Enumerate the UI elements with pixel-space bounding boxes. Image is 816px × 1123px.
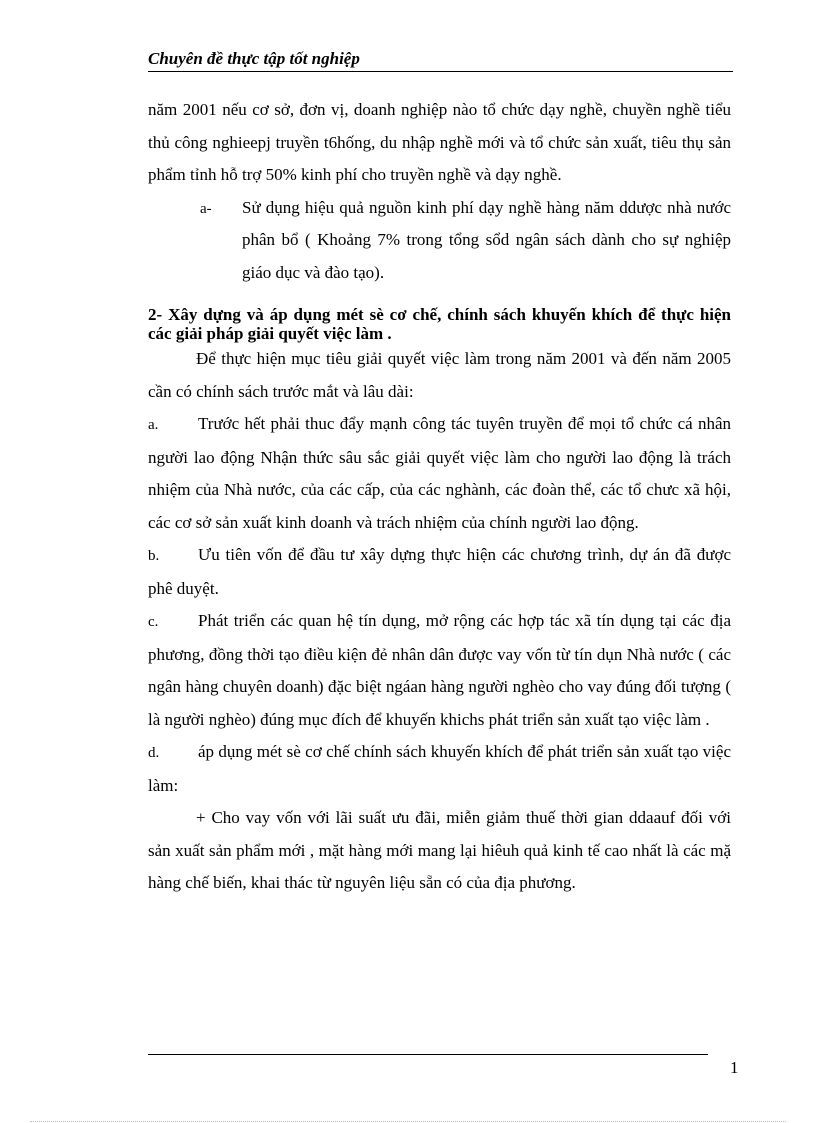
header-divider: [148, 71, 733, 72]
list-item-a-funding: [148, 192, 731, 290]
paragraph-intro: Để thực hiện mục tiêu giải quyết việc làm trong năm 2001 và đến năm 2005 cần có chính sách trước mắt và lâu dài:: [148, 349, 731, 401]
list-item-text: Phát triển các quan hệ tín dụng, mở rộng các hợp tác xã tín dụng tại các địa phương, đồng thời tạo điều kiện đẻ nhân dân được vay vốn từ tín dụn Nhà nước ( các ngân hàng chuyên doanh) đặc biệt ngáan hàng người nghèo cho vay đúng đối tượng ( là người nghèo) đúng mục đích để khuyến khichs phát triển sản xuất tạo việc làm .: [148, 611, 731, 729]
list-item: [148, 539, 731, 605]
page-bottom-dotted-border: [30, 1121, 786, 1122]
list-item-text: Ưu tiên vốn để đầu tư xây dựng thực hiện các chương trình, dự án đã được phê duyệt.: [148, 545, 731, 598]
page-number: 1: [730, 1058, 739, 1077]
list-marker: b.: [148, 548, 160, 564]
list-item-text: Trước hết phải thuc đẩy mạnh công tác tuyên truyền để mọi tổ chức cá nhân người lao động Nhận thức sâu sắc giải quyết việc làm cho người lao động là trách nhiệm của Nhà nước, của các cấp, của các nghành, các đoàn thể, các tổ chưc xã hội, các cơ sở sản xuất kinh doanh và trách nhiệm của chính người lao động.: [148, 414, 731, 532]
list-item-text: Sử dụng hiệu quả nguồn kinh phí dạy nghề hàng năm ddược nhà nước phân bổ ( Khoảng 7% trong tổng sổd ngân sách dành cho sự nghiệp giáo dục và đào tạo).: [242, 197, 731, 282]
paragraph-loan-policy: + Cho vay vốn với lãi suất ưu đãi, miễn giảm thuế thời gian ddaauf đối với sản xuất sản phẩm mới , mặt hàng mới mang lại hiêuh quả kinh tế cao nhất là các mặ hàng chế biến, khai thác từ nguyên liệu sẵn có của địa phương.: [148, 808, 731, 892]
list-item: [148, 408, 731, 539]
list-marker: d.: [148, 745, 160, 761]
list-marker: c.: [148, 614, 159, 630]
list-item: [148, 605, 731, 736]
list-item: [148, 736, 731, 802]
paragraph-continuation: năm 2001 nếu cơ sở, đơn vị, doanh nghiệp nào tổ chức dạy nghề, chuyền nghề tiểu thủ công nghieepj truyền t6hống, du nhập nghề mới và tổ chức sản xuất, tiêu thụ sản phẩm tỉnh hỗ trợ 50% kinh phí cho truyền nghề và dạy nghề.: [148, 100, 731, 184]
document-body: [148, 94, 731, 900]
list-marker: a.: [148, 417, 159, 433]
list-marker: a-: [200, 200, 212, 217]
page-header-title: Chuyên đề thực tập tốt nghiệp: [148, 49, 360, 68]
list-item-text: áp dụng mét sè cơ chế chính sách khuyến khích để phát triển sản xuất tạo việc làm:: [148, 742, 731, 795]
section-heading: 2- Xây dựng và áp dụng mét sè cơ chế, chính sách khuyến khích để thực hiện các giải pháp giải quyết việc làm .: [148, 305, 731, 343]
footer-divider: [148, 1054, 708, 1055]
